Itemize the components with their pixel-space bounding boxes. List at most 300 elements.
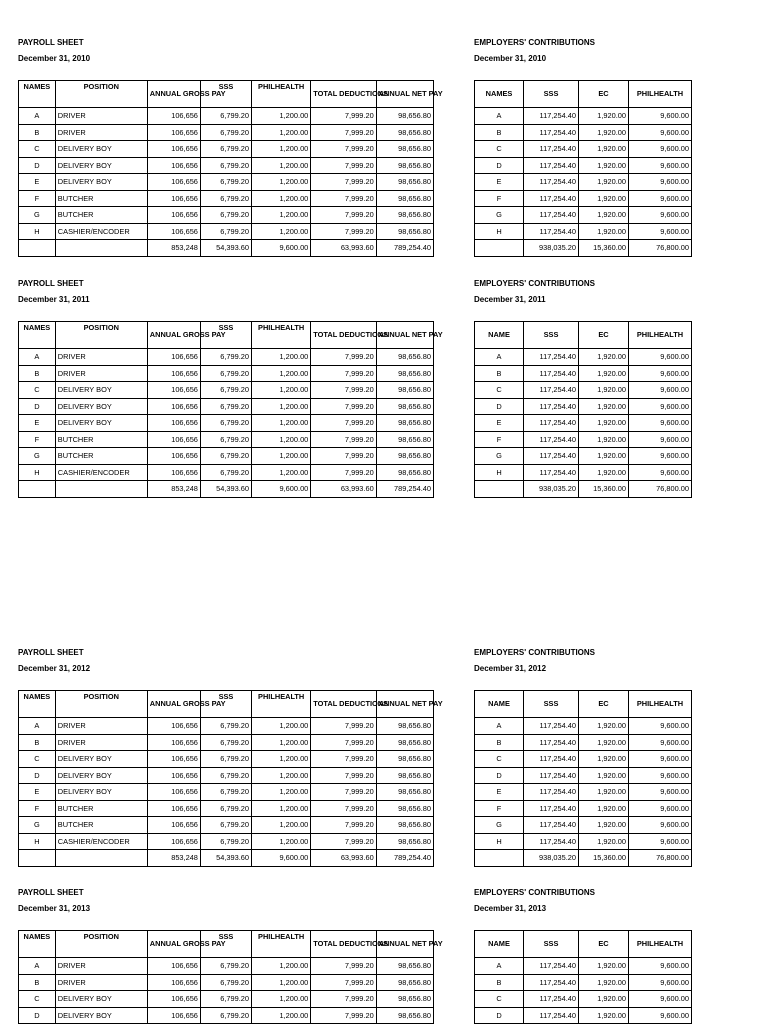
employer-cell: 9,600.00: [629, 767, 692, 784]
employer-section: [474, 648, 692, 867]
employer-header-cell: NAME: [475, 691, 524, 718]
payroll-header-cell: PHILHEALTH: [252, 81, 311, 108]
employer-cell: 1,920.00: [579, 349, 629, 366]
payroll-total-cell: [19, 850, 56, 867]
employer-cell: F: [475, 431, 524, 448]
employer-table: [474, 321, 692, 498]
payroll-cell: 98,656.80: [376, 431, 433, 448]
payroll-title: PAYROLL SHEET: [18, 38, 84, 47]
payroll-cell: 98,656.80: [376, 141, 433, 158]
payroll-cell: 106,656: [147, 464, 200, 481]
employer-cell: 9,600.00: [629, 817, 692, 834]
table-row: [19, 349, 434, 366]
payroll-cell: 6,799.20: [200, 718, 251, 735]
payroll-total-cell: 63,993.60: [311, 850, 376, 867]
payroll-header-cell: NAMES: [19, 81, 56, 108]
employer-header-row: [475, 691, 692, 718]
employer-cell: 9,600.00: [629, 108, 692, 125]
payroll-cell: 106,656: [147, 1007, 200, 1024]
employer-cell: 117,254.40: [524, 174, 579, 191]
employer-total-cell: [475, 240, 524, 257]
table-row: [475, 223, 692, 240]
payroll-cell: BUTCHER: [55, 448, 147, 465]
table-row: [19, 991, 434, 1008]
table-row: [19, 464, 434, 481]
employer-cell: 9,600.00: [629, 157, 692, 174]
payroll-cell: BUTCHER: [55, 190, 147, 207]
employer-cell: 9,600.00: [629, 1007, 692, 1024]
payroll-cell: 7,999.20: [311, 448, 376, 465]
employer-cell: B: [475, 365, 524, 382]
payroll-cell: 7,999.20: [311, 734, 376, 751]
table-row: [475, 767, 692, 784]
payroll-cell: DRIVER: [55, 718, 147, 735]
employer-header-row: [475, 931, 692, 958]
payroll-header-cell: TOTAL DEDUCTIONS: [311, 81, 376, 108]
payroll-cell: 7,999.20: [311, 751, 376, 768]
employer-cell: 1,920.00: [579, 223, 629, 240]
employer-cell: H: [475, 223, 524, 240]
employer-cell: 117,254.40: [524, 464, 579, 481]
payroll-cell: 6,799.20: [200, 365, 251, 382]
employer-cell: 1,920.00: [579, 767, 629, 784]
payroll-table-wrap: [18, 321, 443, 498]
employer-header-cell: EC: [579, 322, 629, 349]
payroll-cell: 106,656: [147, 718, 200, 735]
payroll-cell: 7,999.20: [311, 223, 376, 240]
payroll-cell: 98,656.80: [376, 833, 433, 850]
employer-cell: 1,920.00: [579, 817, 629, 834]
payroll-cell: B: [19, 124, 56, 141]
employer-total-cell: 76,800.00: [629, 481, 692, 498]
table-row: [475, 833, 692, 850]
payroll-section: [18, 279, 443, 498]
payroll-cell: C: [19, 751, 56, 768]
employer-header-row: [475, 81, 692, 108]
employer-section: [474, 888, 692, 1024]
payroll-cell: DELIVERY BOY: [55, 784, 147, 801]
employer-cell: D: [475, 398, 524, 415]
payroll-cell: 106,656: [147, 974, 200, 991]
payroll-header-cell: ANNUAL NET PAY: [376, 322, 433, 349]
table-row: [19, 833, 434, 850]
table-row: [19, 734, 434, 751]
employer-cell: 9,600.00: [629, 448, 692, 465]
payroll-cell: 98,656.80: [376, 817, 433, 834]
employer-cell: 117,254.40: [524, 415, 579, 432]
employer-cell: 117,254.40: [524, 751, 579, 768]
payroll-cell: 106,656: [147, 223, 200, 240]
payroll-total-cell: 63,993.60: [311, 481, 376, 498]
employer-cell: 1,920.00: [579, 833, 629, 850]
payroll-cell: 1,200.00: [252, 817, 311, 834]
employer-table-wrap: [474, 690, 692, 867]
employer-cell: E: [475, 174, 524, 191]
payroll-cell: 7,999.20: [311, 974, 376, 991]
employer-cell: 117,254.40: [524, 365, 579, 382]
employer-cell: 117,254.40: [524, 431, 579, 448]
payroll-header-cell: NAMES: [19, 931, 56, 958]
payroll-cell: DELIVERY BOY: [55, 157, 147, 174]
employer-header-cell: EC: [579, 931, 629, 958]
payroll-cell: 1,200.00: [252, 349, 311, 366]
employer-header-cell: EC: [579, 691, 629, 718]
payroll-cell: 6,799.20: [200, 464, 251, 481]
payroll-cell: DELIVERY BOY: [55, 382, 147, 399]
payroll-cell: 6,799.20: [200, 108, 251, 125]
employer-cell: F: [475, 800, 524, 817]
payroll-cell: 6,799.20: [200, 991, 251, 1008]
employer-cell: 117,254.40: [524, 448, 579, 465]
table-row: [19, 718, 434, 735]
table-row: [475, 124, 692, 141]
payroll-section: [18, 888, 443, 1024]
payroll-cell: 98,656.80: [376, 464, 433, 481]
employer-cell: 117,254.40: [524, 718, 579, 735]
employer-cell: 9,600.00: [629, 349, 692, 366]
payroll-header-cell: SSS: [200, 81, 251, 108]
table-row: [475, 157, 692, 174]
employer-cell: 117,254.40: [524, 958, 579, 975]
employer-cell: H: [475, 464, 524, 481]
payroll-cell: DELIVERY BOY: [55, 398, 147, 415]
payroll-cell: 98,656.80: [376, 800, 433, 817]
table-row: [19, 431, 434, 448]
employer-cell: B: [475, 974, 524, 991]
payroll-header-cell: TOTAL DEDUCTIONS: [311, 931, 376, 958]
totals-row: [475, 850, 692, 867]
payroll-cell: D: [19, 1007, 56, 1024]
payroll-cell: 7,999.20: [311, 817, 376, 834]
employer-cell: 1,920.00: [579, 431, 629, 448]
payroll-cell: 1,200.00: [252, 398, 311, 415]
payroll-header-cell: ANNUAL NET PAY: [376, 691, 433, 718]
payroll-cell: 1,200.00: [252, 174, 311, 191]
totals-row: [19, 240, 434, 257]
employer-cell: C: [475, 991, 524, 1008]
payroll-cell: 1,200.00: [252, 415, 311, 432]
table-row: [19, 398, 434, 415]
employer-cell: F: [475, 190, 524, 207]
payroll-cell: G: [19, 207, 56, 224]
payroll-cell: 98,656.80: [376, 223, 433, 240]
payroll-title: PAYROLL SHEET: [18, 888, 84, 897]
payroll-header-cell: POSITION: [55, 322, 147, 349]
payroll-header-cell: PHILHEALTH: [252, 931, 311, 958]
payroll-cell: 98,656.80: [376, 767, 433, 784]
payroll-cell: 6,799.20: [200, 958, 251, 975]
payroll-cell: 7,999.20: [311, 1007, 376, 1024]
payroll-cell: C: [19, 141, 56, 158]
payroll-cell: 106,656: [147, 767, 200, 784]
payroll-cell: 106,656: [147, 124, 200, 141]
payroll-cell: 106,656: [147, 108, 200, 125]
payroll-cell: C: [19, 382, 56, 399]
payroll-cell: 7,999.20: [311, 833, 376, 850]
payroll-cell: 7,999.20: [311, 108, 376, 125]
payroll-cell: A: [19, 958, 56, 975]
table-row: [475, 349, 692, 366]
payroll-cell: 6,799.20: [200, 124, 251, 141]
payroll-table: [18, 690, 443, 867]
payroll-cell: 7,999.20: [311, 767, 376, 784]
employer-title: EMPLOYERS' CONTRIBUTIONS: [474, 888, 596, 897]
table-row: [475, 108, 692, 125]
table-row: [475, 1007, 692, 1024]
payroll-total-cell: 9,600.00: [252, 481, 311, 498]
employer-cell: G: [475, 207, 524, 224]
payroll-cell: 6,799.20: [200, 190, 251, 207]
table-row: [19, 141, 434, 158]
table-row: [19, 448, 434, 465]
employer-cell: A: [475, 349, 524, 366]
employer-total-cell: 15,360.00: [579, 240, 629, 257]
employer-table: [474, 930, 692, 1024]
payroll-cell: 1,200.00: [252, 800, 311, 817]
payroll-cell: 98,656.80: [376, 190, 433, 207]
payroll-cell: A: [19, 349, 56, 366]
table-row: [475, 800, 692, 817]
payroll-cell: 106,656: [147, 157, 200, 174]
payroll-table: [18, 321, 443, 498]
payroll-total-cell: [55, 240, 147, 257]
table-row: [19, 974, 434, 991]
payroll-cell: 7,999.20: [311, 431, 376, 448]
employer-cell: 1,920.00: [579, 398, 629, 415]
table-row: [475, 784, 692, 801]
payroll-cell: 6,799.20: [200, 833, 251, 850]
payroll-cell: 7,999.20: [311, 991, 376, 1008]
payroll-cell: C: [19, 991, 56, 1008]
payroll-header-cell: POSITION: [55, 931, 147, 958]
payroll-header-cell: PHILHEALTH: [252, 322, 311, 349]
payroll-cell: H: [19, 464, 56, 481]
employer-cell: B: [475, 734, 524, 751]
payroll-cell: 1,200.00: [252, 958, 311, 975]
employer-cell: 117,254.40: [524, 108, 579, 125]
employer-cell: 1,920.00: [579, 1007, 629, 1024]
payroll-cell: 98,656.80: [376, 448, 433, 465]
employer-header-cell: PHILHEALTH: [629, 322, 692, 349]
employer-cell: 9,600.00: [629, 784, 692, 801]
payroll-cell: DRIVER: [55, 349, 147, 366]
payroll-cell: DELIVERY BOY: [55, 1007, 147, 1024]
payroll-header-row: [19, 322, 434, 349]
employer-header-row: [475, 322, 692, 349]
payroll-header-cell: SSS: [200, 691, 251, 718]
table-row: [475, 464, 692, 481]
employer-cell: 117,254.40: [524, 157, 579, 174]
payroll-cell: DRIVER: [55, 365, 147, 382]
payroll-cell: F: [19, 800, 56, 817]
payroll-cell: 106,656: [147, 349, 200, 366]
payroll-cell: 6,799.20: [200, 800, 251, 817]
section-date: December 31, 2011: [474, 295, 546, 304]
employer-cell: 9,600.00: [629, 800, 692, 817]
employer-cell: 1,920.00: [579, 190, 629, 207]
payroll-cell: 1,200.00: [252, 734, 311, 751]
payroll-cell: 98,656.80: [376, 349, 433, 366]
payroll-cell: 1,200.00: [252, 223, 311, 240]
payroll-cell: CASHIER/ENCODER: [55, 833, 147, 850]
payroll-cell: E: [19, 784, 56, 801]
payroll-cell: 98,656.80: [376, 958, 433, 975]
employer-total-cell: [475, 850, 524, 867]
employer-cell: 9,600.00: [629, 751, 692, 768]
employer-cell: 9,600.00: [629, 431, 692, 448]
section-date: December 31, 2011: [18, 295, 90, 304]
section-date: December 31, 2013: [18, 904, 91, 913]
payroll-cell: G: [19, 448, 56, 465]
payroll-cell: DELIVERY BOY: [55, 415, 147, 432]
employer-cell: G: [475, 817, 524, 834]
employer-cell: 117,254.40: [524, 349, 579, 366]
employer-cell: 117,254.40: [524, 833, 579, 850]
employer-cell: 117,254.40: [524, 800, 579, 817]
table-row: [19, 751, 434, 768]
payroll-cell: 7,999.20: [311, 784, 376, 801]
table-row: [475, 817, 692, 834]
employer-cell: A: [475, 108, 524, 125]
totals-row: [475, 240, 692, 257]
employer-cell: 9,600.00: [629, 833, 692, 850]
table-row: [475, 734, 692, 751]
employer-title: EMPLOYERS' CONTRIBUTIONS: [474, 279, 596, 288]
employer-cell: A: [475, 718, 524, 735]
payroll-cell: 1,200.00: [252, 190, 311, 207]
employer-header-cell: PHILHEALTH: [629, 931, 692, 958]
employer-cell: 1,920.00: [579, 800, 629, 817]
payroll-cell: 1,200.00: [252, 141, 311, 158]
payroll-cell: 106,656: [147, 174, 200, 191]
payroll-section: [18, 38, 443, 257]
payroll-cell: 7,999.20: [311, 415, 376, 432]
table-row: [19, 767, 434, 784]
employer-cell: 117,254.40: [524, 991, 579, 1008]
payroll-total-cell: [55, 850, 147, 867]
employer-cell: 9,600.00: [629, 464, 692, 481]
employer-cell: 9,600.00: [629, 718, 692, 735]
payroll-cell: 1,200.00: [252, 365, 311, 382]
employer-cell: 117,254.40: [524, 124, 579, 141]
payroll-cell: 106,656: [147, 190, 200, 207]
employer-cell: 1,920.00: [579, 108, 629, 125]
employer-cell: 1,920.00: [579, 448, 629, 465]
employer-cell: 9,600.00: [629, 223, 692, 240]
employer-cell: 1,920.00: [579, 207, 629, 224]
employer-total-cell: 76,800.00: [629, 240, 692, 257]
section-date: December 31, 2010: [18, 54, 91, 63]
payroll-total-cell: 9,600.00: [252, 850, 311, 867]
table-row: [475, 431, 692, 448]
payroll-cell: 1,200.00: [252, 108, 311, 125]
table-row: [475, 718, 692, 735]
payroll-cell: DELIVERY BOY: [55, 141, 147, 158]
payroll-header-cell: TOTAL DEDUCTIONS: [311, 691, 376, 718]
payroll-total-cell: 54,393.60: [200, 481, 251, 498]
payroll-cell: 106,656: [147, 784, 200, 801]
payroll-cell: 7,999.20: [311, 464, 376, 481]
payroll-cell: 7,999.20: [311, 157, 376, 174]
payroll-cell: 7,999.20: [311, 174, 376, 191]
employer-cell: D: [475, 1007, 524, 1024]
payroll-cell: A: [19, 718, 56, 735]
payroll-cell: 106,656: [147, 817, 200, 834]
payroll-total-cell: 789,254.40: [376, 481, 433, 498]
payroll-cell: 1,200.00: [252, 464, 311, 481]
payroll-table: [18, 930, 443, 1024]
payroll-table-wrap: [18, 930, 443, 1024]
payroll-cell: 1,200.00: [252, 157, 311, 174]
payroll-header-cell: NAMES: [19, 322, 56, 349]
table-row: [475, 415, 692, 432]
employer-cell: 1,920.00: [579, 464, 629, 481]
employer-cell: 117,254.40: [524, 784, 579, 801]
payroll-cell: 1,200.00: [252, 207, 311, 224]
payroll-cell: D: [19, 767, 56, 784]
payroll-cell: 106,656: [147, 751, 200, 768]
payroll-header-cell: POSITION: [55, 81, 147, 108]
employer-total-cell: 15,360.00: [579, 850, 629, 867]
payroll-cell: 6,799.20: [200, 784, 251, 801]
payroll-cell: 7,999.20: [311, 349, 376, 366]
payroll-cell: 7,999.20: [311, 124, 376, 141]
payroll-cell: 7,999.20: [311, 190, 376, 207]
payroll-cell: 106,656: [147, 448, 200, 465]
section-date: December 31, 2013: [474, 904, 547, 913]
table-row: [19, 223, 434, 240]
payroll-cell: 1,200.00: [252, 382, 311, 399]
totals-row: [475, 481, 692, 498]
payroll-cell: 106,656: [147, 365, 200, 382]
employer-cell: 1,920.00: [579, 382, 629, 399]
employer-cell: 9,600.00: [629, 365, 692, 382]
payroll-cell: B: [19, 734, 56, 751]
payroll-cell: DRIVER: [55, 108, 147, 125]
payroll-table-wrap: [18, 80, 443, 257]
employer-cell: 1,920.00: [579, 751, 629, 768]
payroll-header-cell: SSS: [200, 322, 251, 349]
payroll-cell: DELIVERY BOY: [55, 174, 147, 191]
payroll-cell: 106,656: [147, 991, 200, 1008]
payroll-cell: D: [19, 157, 56, 174]
payroll-cell: 6,799.20: [200, 817, 251, 834]
employer-cell: 117,254.40: [524, 817, 579, 834]
employer-cell: 9,600.00: [629, 415, 692, 432]
payroll-cell: 6,799.20: [200, 382, 251, 399]
table-row: [19, 174, 434, 191]
payroll-cell: F: [19, 190, 56, 207]
table-row: [475, 174, 692, 191]
table-row: [475, 974, 692, 991]
payroll-total-cell: 9,600.00: [252, 240, 311, 257]
payroll-cell: 7,999.20: [311, 958, 376, 975]
payroll-section: [18, 648, 443, 867]
table-row: [475, 207, 692, 224]
employer-total-cell: [475, 481, 524, 498]
payroll-cell: 7,999.20: [311, 382, 376, 399]
employer-cell: 117,254.40: [524, 207, 579, 224]
payroll-total-cell: [19, 240, 56, 257]
employer-header-cell: SSS: [524, 81, 579, 108]
employer-header-cell: PHILHEALTH: [629, 81, 692, 108]
employer-table: [474, 80, 692, 257]
totals-row: [19, 850, 434, 867]
employer-cell: 117,254.40: [524, 398, 579, 415]
employer-header-cell: SSS: [524, 931, 579, 958]
employer-table-wrap: [474, 80, 692, 257]
employer-cell: 117,254.40: [524, 974, 579, 991]
